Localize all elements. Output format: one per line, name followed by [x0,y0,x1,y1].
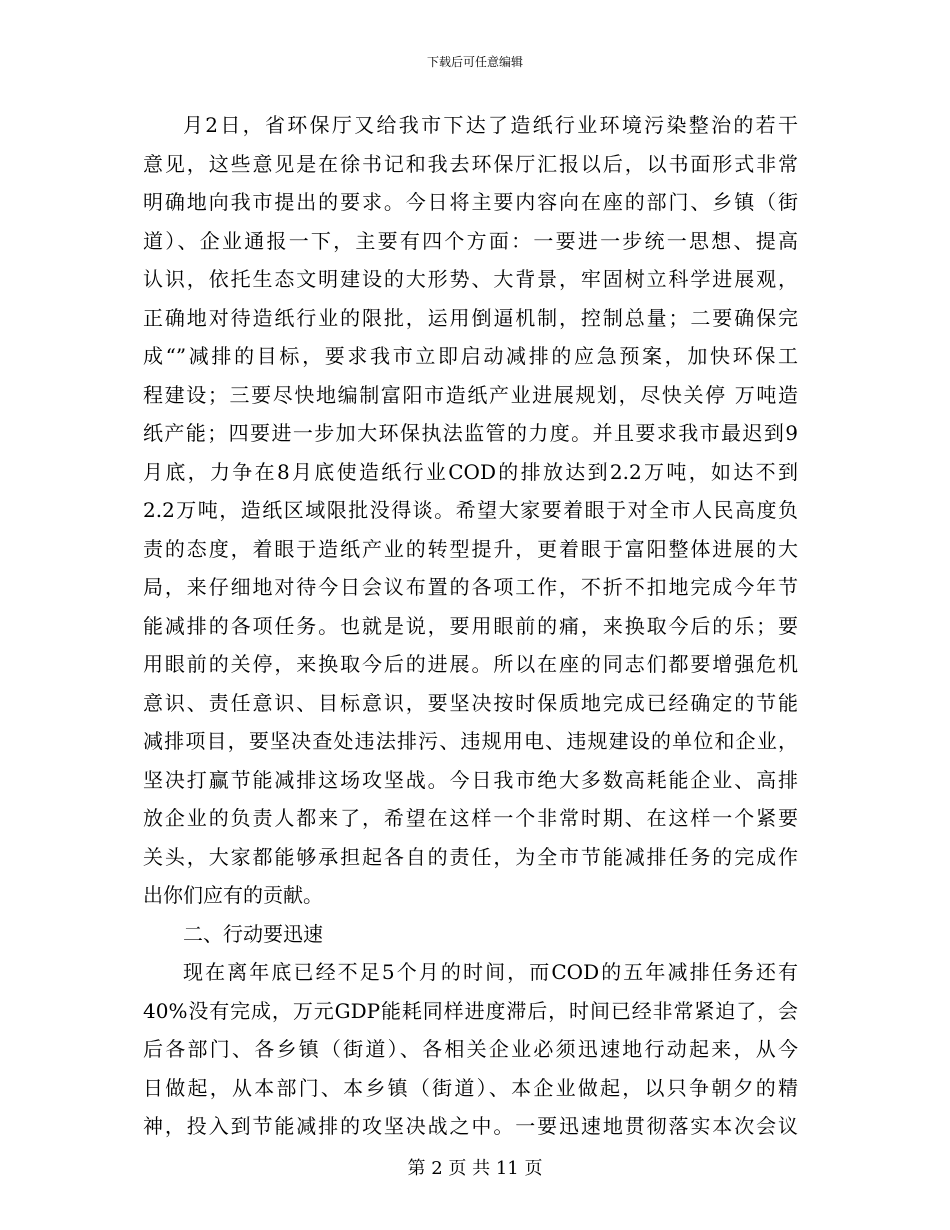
paragraph-line: 认识，依托生态文明建设的大形势、大背景，牢固树立科学进展观， [143,267,798,291]
paragraph-line: 能减排的各项任务。也就是说，要用眼前的痛，来换取今后的乐；要 [143,613,798,638]
paragraph-line: 用眼前的关停，来换取今后的进展。所以在座的同志们都要增强危机 [143,652,798,676]
paragraph-line: 道）、企业通报一下，主要有四个方面：一要进一步统一思想、提高 [143,228,798,253]
paragraph-line: 月底，力争在8月底使造纸行业COD的排放达到2.2万吨，如达不到 [143,459,798,484]
paragraph-line: 程建设；三要尽快地编制富阳市造纸产业进展规划，尽快关停 万吨造 [143,382,798,407]
paragraph-line: 正确地对待造纸行业的限批，运用倒逼机制，控制总量；二要确保完 [143,305,798,330]
paragraph-line: 纸产能；四要进一步加大环保执法监管的力度。并且要求我市最迟到9 [143,421,798,445]
paragraph-line: 出你们应有的贡献。 [143,883,323,907]
paragraph-line: 神，投入到节能减排的攻坚决战之中。一要迅速地贯彻落实本次会议 [143,1114,798,1138]
paragraph-line: 局，来仔细地对待今日会议布置的各项工作，不折不扣地完成今年节 [143,575,798,599]
paragraph-line: 放企业的负责人都来了，希望在这样一个非常时期、在这样一个紧要 [143,806,798,830]
paragraph-line: 成“”减排的目标，要求我市立即启动减排的应急预案，加快环保工 [143,344,798,368]
paragraph-line: 明确地向我市提出的要求。今日将主要内容向在座的部门、乡镇（街 [143,190,798,214]
paragraph-line: 后各部门、各乡镇（街道）、各相关企业必须迅速地行动起来，从今 [143,1037,798,1061]
paragraph-line: 现在离年底已经不足5个月的时间，而COD的五年减排任务还有 [183,960,798,984]
paragraph-line: 意识、责任意识、目标意识，要坚决按时保质地完成已经确定的节能 [143,690,798,715]
page-number: 第 2 页 共 11 页 [407,1158,543,1179]
paragraph-line: 日做起，从本部门、本乡镇（街道）、本企业做起，以只争朝夕的精 [143,1075,798,1100]
paragraph-line: 责的态度，着眼于造纸产业的转型提升，更着眼于富阳整体进展的大 [143,536,798,561]
paragraph-line: 40%没有完成，万元GDP能耗同样进度滞后，时间已经非常紧迫了，会 [143,998,798,1023]
paragraph-line: 坚决打赢节能减排这场攻坚战。今日我市绝大多数高耗能企业、高排 [143,767,798,792]
paragraph-line: 月2日，省环保厅又给我市下达了造纸行业环境污染整治的若干 [183,113,798,137]
paragraph-line: 意见，这些意见是在徐书记和我去环保厅汇报以后，以书面形式非常 [143,151,798,176]
paragraph-line: 2.2万吨，造纸区域限批没得谈。希望大家要着眼于对全市人民高度负 [143,498,798,522]
paragraph-line: 减排项目，要坚决查处违法排污、违规用电、违规建设的单位和企业， [143,729,798,753]
page-header: 下载后可任意编辑 [426,55,523,69]
document-body [143,106,798,1146]
paragraph-line: 关头，大家都能够承担起各自的责任，为全市节能减排任务的完成作 [143,844,798,869]
section-heading: 二、行动要迅速 [183,921,323,946]
